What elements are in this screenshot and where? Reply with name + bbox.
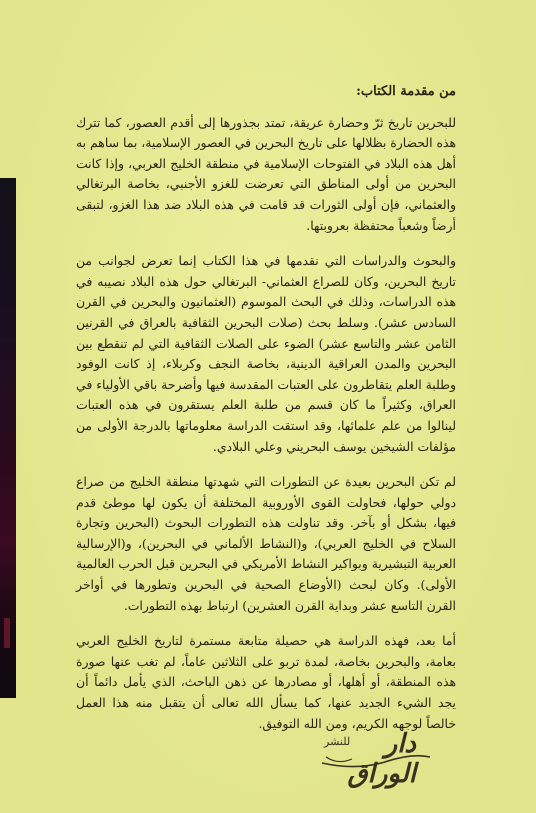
publisher-name: دار الوراق bbox=[347, 729, 416, 789]
paragraph-4: أما بعد، فهذه الدراسة هي حصيلة متابعة مستمرة لتاريخ الخليج العربي بعامة، والبحرين بخاصة، لمدة تربو على الثلاثين عاماً، لم تغب عنها صورة هذه المنطقة، أو أهلها، أو مصادرها عن ذهن الباحث، الذي يأمل دائماً أن يجد الشيء الجديد عنها، كما يسأل الله تعالى أن يتقبل منه هذا العمل خالصاً لوجهه الكريم، ومن الله التوفيق. bbox=[76, 633, 456, 731]
publisher-logo bbox=[318, 727, 434, 789]
paragraph-1: للبحرين تاريخ ثرّ وحضارة عريقة، تمتد بجذورها إلى أقدم العصور، كما تترك هذه الحضارة بظلالها على تاريخ البحرين في العصور الإسلامية، بما ساهم به أهل هذه البلاد في الفتوحات الإسلامية في منطقة الخليج العربي، وإذا كانت البحرين من أولى المناطق التي تعرضت للغزو الأجنبي، بخاصة البرتغالي والعثماني، فإن أولى الثورات قد قامت في هذه البلاد ضد هذا الغزو، لتبقى أرضاً وشعباً محتفظة بعروبتها. bbox=[76, 114, 456, 233]
spine-photo-strip bbox=[0, 178, 16, 698]
paragraph-2: والبحوث والدراسات التي نقدمها في هذا الكتاب إنما تعرض لجوانب من تاريخ البحرين، وكان للصراع العثماني- البرتغالي حول هذه البلاد نصيبه في هذه الدراسات، وذلك في البحث الموسوم (العثمانيون والبحرين في القرن السادس عشر). وسلط بحث (صلات البحرين الثقافية بالعراق في القرنين الثامن عشر والتاسع عشر) الضوء على الصلات الثقافية التي لم تنقطع بين البحرين والمدن العراقية الدينية، بخاصة النجف وكربلاء، إذ كانت الوفود وطلبة العلم يتقاطرون على العتبات المقدسة فيها وأضرحة باقي الأولياء في العراق، وكثيراً ما كان قسم من طلبة العلم يستقرون في هذه العتبات لينالوا من علم علمائها، وقد استقت الدراسة معلوماتها بالدرجة الأولى من مؤلفات الشيخين يوسف البحريني وعلي البلادي. bbox=[76, 253, 456, 454]
section-heading: من مقدمة الكتاب: bbox=[356, 84, 456, 99]
paragraph-3: لم تكن البحرين بعيدة عن التطورات التي شهدتها منطقة الخليج من صراع دولي حولها، فحاولت القوى الأوروبية المختلفة أن يكون لها موطئ قدم فيها، بشكل أو بآخر. وقد تناولت هذه التطورات البحوث (البحرين وتجارة السلاح في الخليج العربي)، و(النشاط الألماني في البحرين)، و(الإرسالية العربية التبشيرية وبواكير النشاط الأمريكي في البحرين قبل الحرب العالمية الأولى). وكان لبحث (الأوضاع الصحية في البحرين وتطورها في أواخر القرن التاسع عشر وبداية القرن العشرين) ارتباط بهذه التطورات. bbox=[76, 474, 456, 613]
publisher-subtitle: للنشر bbox=[324, 735, 351, 748]
back-cover-text bbox=[76, 82, 456, 749]
